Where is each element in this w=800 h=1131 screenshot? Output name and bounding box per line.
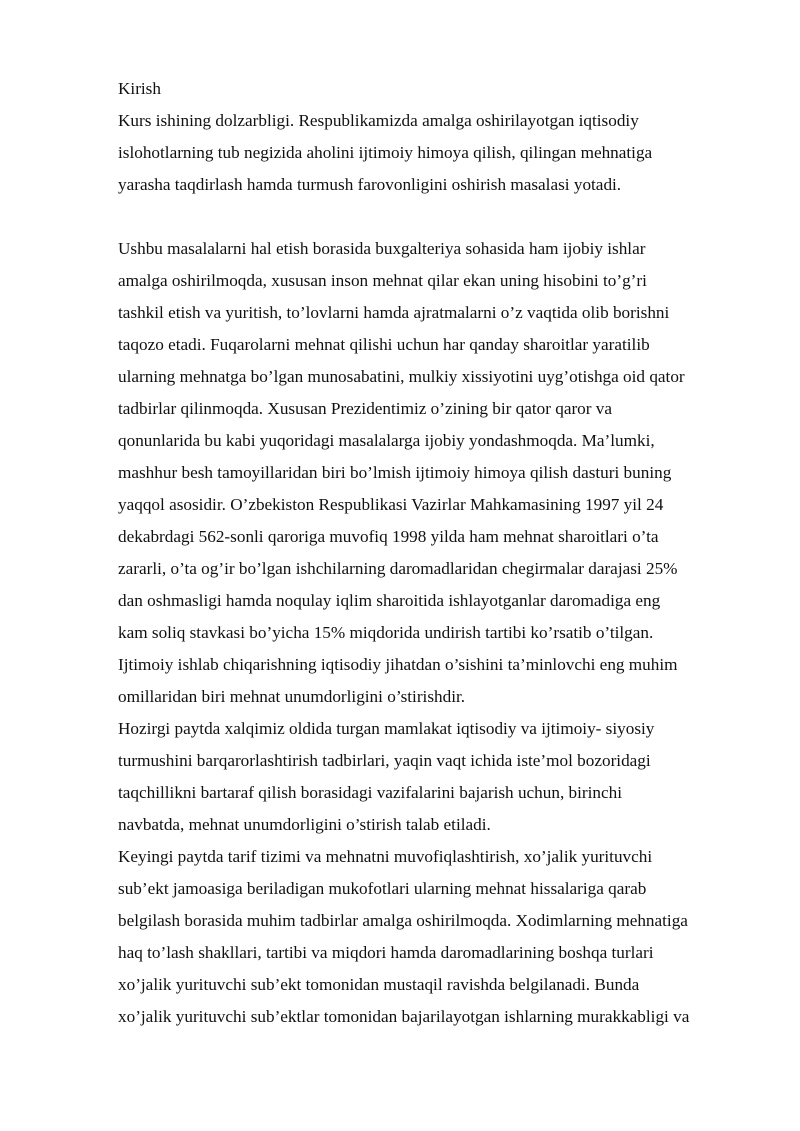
text-line: Ijtimoiy ishlab chiqarishning iqtisodiy jihatdan o’sishini ta’minlovchi eng muhim (118, 655, 678, 674)
text-line: dekabrdagi 562-sonli qaroriga muvofiq 1998 yilda ham mehnat sharoitlari o’ta (118, 527, 659, 546)
text-line: mashhur besh tamoyillaridan biri bo’lmish ijtimoiy himoya qilish dasturi buning (118, 463, 672, 482)
text-line: sub’ekt jamoasiga beriladigan mukofotlari ularning mehnat hissalariga qarab (118, 879, 647, 898)
text-line: zararli, o’ta og’ir bo’lgan ishchilarning daromadlaridan chegirmalar darajasi 25% (118, 559, 678, 578)
text-line: yaqqol asosidir. O’zbekiston Respublikasi Vazirlar Mahkamasining 1997 yil 24 (118, 495, 664, 514)
text-line: Hozirgi paytda xalqimiz oldida turgan mamlakat iqtisodiy va ijtimoiy- siyosiy (118, 719, 655, 738)
text-line: belgilash borasida muhim tadbirlar amalga oshirilmoqda. Xodimlarning mehnatiga (118, 911, 688, 930)
text-line: tashkil etish va yuritish, to’lovlarni hamda ajratmalarni o’z vaqtida olib borishni (118, 303, 670, 322)
text-line: taqchillikni bartaraf qilish borasidagi vazifalarini bajarish uchun, birinchi (118, 783, 623, 802)
paragraph-productivity (118, 713, 748, 841)
text-line: dan oshmasligi hamda noqulay iqlim sharoitida ishlayotganlar daromadiga eng (118, 591, 661, 610)
paragraph-tariff (118, 841, 748, 1033)
text-line: qonunlarida bu kabi yuqoridagi masalalarga ijobiy yondashmoqda. Ma’lumki, (118, 431, 655, 450)
text-line: omillaridan biri mehnat unumdorligini o’stirishdir. (118, 687, 466, 706)
text-line: tadbirlar qilinmoqda. Xususan Prezidentimiz o’zining bir qator qaror va (118, 399, 613, 418)
text-line: xo’jalik yurituvchi sub’ektlar tomonidan bajarilayotgan ishlarning murakkabligi va (118, 1007, 690, 1026)
text-line: ularning mehnatga bo’lgan munosabatini, mulkiy xissiyotini uyg’otishga oid qator (118, 367, 685, 386)
paragraph-relevance (118, 105, 748, 201)
text-line: haq to’lash shakllari, tartibi va miqdori hamda daromadlarining boshqa turlari (118, 943, 654, 962)
text-line: islohotlarning tub negizida aholini ijtimoiy himoya qilish, qilingan mehnatiga (118, 143, 653, 162)
text-line: taqozo etadi. Fuqarolarni mehnat qilishi uchun har qanday sharoitlar yaratilib (118, 335, 650, 354)
section-heading: Kirish (118, 79, 161, 98)
paragraph-accounting (118, 233, 748, 713)
text-line: Keyingi paytda tarif tizimi va mehnatni muvofiqlashtirish, xo’jalik yurituvchi (118, 847, 653, 866)
text-line: Ushbu masalalarni hal etish borasida buxgalteriya sohasida ham ijobiy ishlar (118, 239, 646, 258)
document-page (118, 73, 748, 1033)
text-line: navbatda, mehnat unumdorligini o’stirish talab etiladi. (118, 815, 491, 834)
text-line: Kurs ishining dolzarbligi. Respublikamizda amalga oshirilayotgan iqtisodiy (118, 111, 639, 130)
text-line: xo’jalik yurituvchi sub’ekt tomonidan mustaqil ravishda belgilanadi. Bunda (118, 975, 640, 994)
text-line: amalga oshirilmoqda, xususan inson mehnat qilar ekan uning hisobini to’g’ri (118, 271, 647, 290)
text-line: kam soliq stavkasi bo’yicha 15% miqdorida undirish tartibi ko’rsatib o’tilgan. (118, 623, 654, 642)
text-line: turmushini barqarorlashtirish tadbirlari, yaqin vaqt ichida iste’mol bozoridagi (118, 751, 651, 770)
paragraph-gap (118, 201, 748, 233)
text-line: yarasha taqdirlash hamda turmush farovonligini oshirish masalasi yotadi. (118, 175, 622, 194)
